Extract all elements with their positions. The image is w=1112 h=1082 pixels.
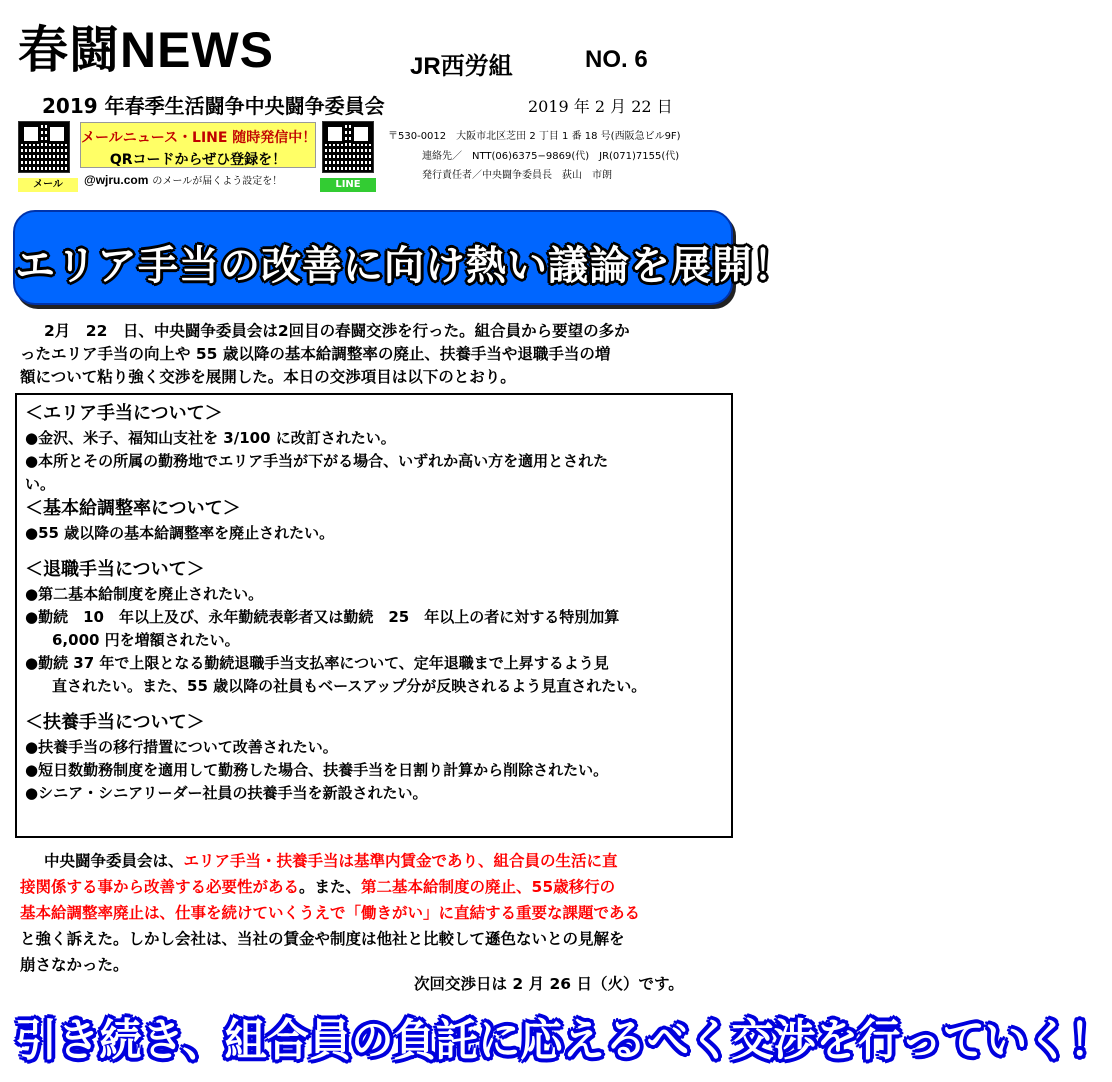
contact-address: 〒530-0012 大阪市北区芝田 2 丁目 1 番 18 号(西阪急ビル9F) <box>388 131 681 142</box>
mail-qr-label: メール <box>18 178 78 192</box>
masthead-org: JR西労組 <box>410 53 513 80</box>
demand-item: ●扶養手当の移行措置について改善されたい。 <box>25 738 338 756</box>
demand-item: ●金沢、米子、福知山支社を 3/100 に改訂されたい。 <box>25 429 396 447</box>
subscribe-line1: メールニュース・LINE 随時発信中！ <box>81 130 317 146</box>
subscribe-line2: QRコードからぜひ登録を！ <box>109 152 287 168</box>
conclusion-text: 。また、 <box>299 878 362 896</box>
mail-address-note <box>84 172 282 187</box>
demand-item-continuation: 直されたい。また、55 歳以降の社員もベースアップ分が反映されるよう見直されたい。 <box>52 677 647 695</box>
conclusion-emphasis: 接関係する事から改善する必要性がある <box>20 878 300 896</box>
conclusion-text: 中央闘争委員会は、 <box>44 852 184 870</box>
section-heading-retirement-allowance: ＜退職手当について＞ <box>25 559 205 580</box>
line-qr-code-icon[interactable] <box>322 121 374 173</box>
conclusion-paragraph <box>20 848 732 978</box>
demand-item: ●本所とその所属の勤務地でエリア手当が下がる場合、いずれか高い方を適用とされた <box>25 452 609 470</box>
conclusion-line <box>20 900 732 926</box>
demand-item: ●第二基本給制度を廃止されたい。 <box>25 585 264 603</box>
conclusion-line <box>20 874 732 900</box>
intro-line: 2月 22 日、中央闘争委員会は2回目の春闘交渉を行った。組合員から要望の多か <box>44 322 630 340</box>
conclusion-line <box>20 848 732 874</box>
next-session-date: 次回交渉日は 2 月 26 日（火）です。 <box>414 975 684 993</box>
committee-name: 2019 年春季生活闘争中央闘争委員会 <box>42 94 385 118</box>
conclusion-line <box>20 926 732 952</box>
issue-date: 2019 年 2 月 22 日 <box>528 97 673 116</box>
demand-item-continuation: 6,000 円を増額されたい。 <box>52 631 240 649</box>
conclusion-text: と強く訴えた。しかし会社は、当社の賃金や制度は他社と比較して遜色ないとの見解を <box>20 930 625 948</box>
demand-item: ●短日数勤務制度を適用して勤務した場合、扶養手当を日割り計算から削除されたい。 <box>25 761 609 779</box>
demand-item: ●勤続 10 年以上及び、永年勤続表彰者又は勤続 25 年以上の者に対する特別加算 <box>25 608 620 626</box>
closing-banner: 引き続き、組合員の負託に応えるべく交渉を行っていく！ <box>15 1015 1112 1066</box>
mail-address: @wjru.com <box>84 173 149 187</box>
contact-publisher: 発行責任者／中央闘争委員長 荻山 市朗 <box>422 170 612 181</box>
conclusion-emphasis: 基本給調整率廃止は、仕事を続けていくうえで「働きがい」に直結する重要な課題である <box>20 904 641 922</box>
intro-paragraph <box>20 320 732 389</box>
intro-line: 額について粘り強く交渉を展開した。本日の交渉項目は以下のとおり。 <box>20 368 516 386</box>
issue-number: NO. 6 <box>585 46 648 73</box>
headline-box <box>13 210 794 305</box>
section-heading-base-pay-adjustment: ＜基本給調整率について＞ <box>25 498 241 519</box>
conclusion-text: 崩さなかった。 <box>20 956 129 974</box>
mail-qr-code-icon[interactable] <box>18 121 70 173</box>
conclusion-emphasis: エリア手当・扶養手当は基準内賃金であり、組合員の生活に直 <box>183 852 618 870</box>
subscribe-box <box>80 122 316 168</box>
headline-text: エリア手当の改善に向け熱い議論を展開！ <box>15 243 794 289</box>
contact-phone: 連絡先／ NTT(06)6375−9869(代) JR(071)7155(代) <box>422 151 680 162</box>
line-qr-label: LINE <box>320 178 376 192</box>
conclusion-emphasis: 第二基本給制度の廃止、55歳移行の <box>361 878 616 896</box>
section-heading-area-allowance: ＜エリア手当について＞ <box>25 403 223 424</box>
demand-item: ●シニア・シニアリーダー社員の扶養手当を新設されたい。 <box>25 784 428 802</box>
intro-line: ったエリア手当の向上や 55 歳以降の基本給調整率の廃止、扶養手当や退職手当の増 <box>20 345 611 363</box>
demand-item-continuation: い。 <box>25 475 56 493</box>
demands-box <box>15 393 733 838</box>
mail-address-instruction: のメールが届くよう設定を！ <box>152 176 283 187</box>
demand-item: ●勤続 37 年で上限となる勤続退職手当支払率について、定年退職まで上昇するよう見 <box>25 654 609 672</box>
demand-item: ●55 歳以降の基本給調整率を廃止されたい。 <box>25 524 335 542</box>
section-heading-dependent-allowance: ＜扶養手当について＞ <box>25 712 205 733</box>
masthead-title: 春闘NEWS <box>18 22 274 78</box>
